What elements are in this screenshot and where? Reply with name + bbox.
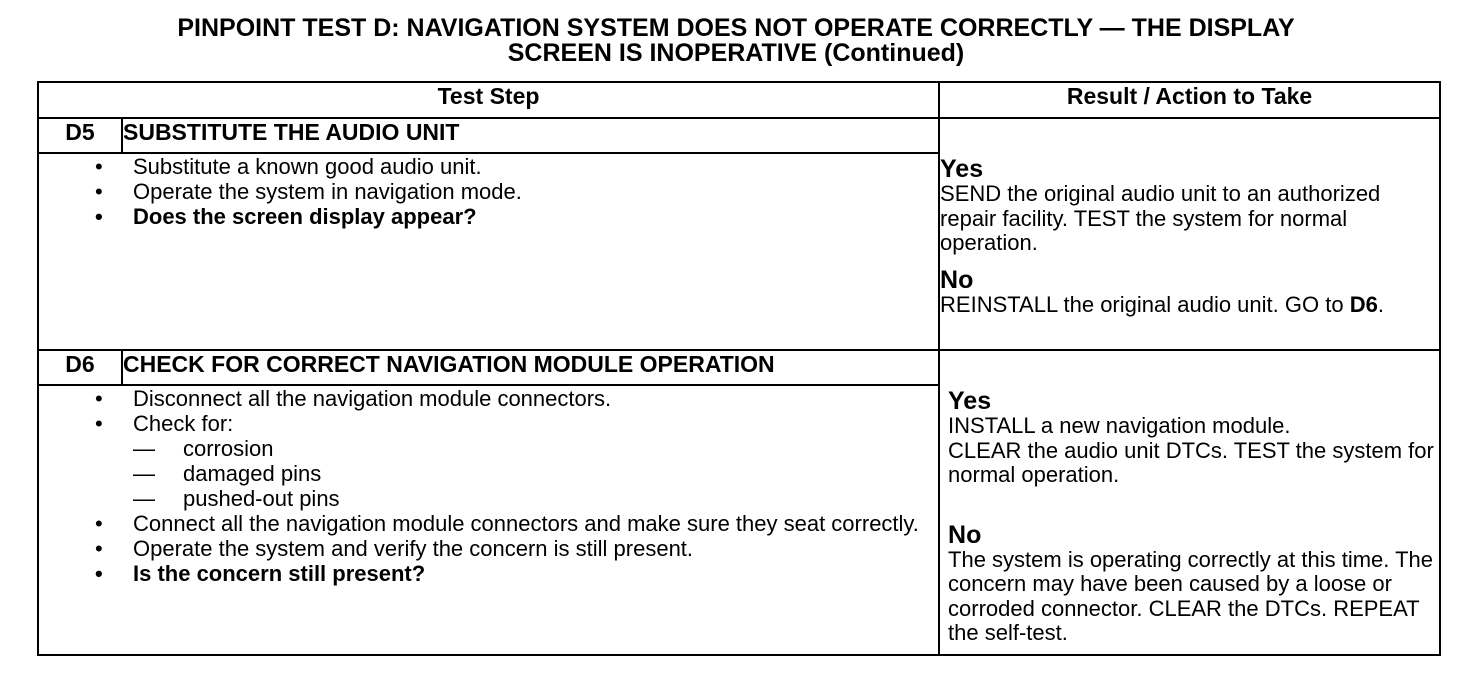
dash-icon: — (133, 461, 155, 486)
step-d6-body (38, 385, 939, 655)
d6-bullet-1 (95, 386, 938, 411)
d5-no-text-main: REINSTALL the original audio unit. GO to (940, 291, 1344, 317)
d6-check-list (133, 436, 938, 511)
d6-check-1 (133, 436, 938, 461)
d6-bullet-list (39, 386, 938, 586)
d6-bullet-4 (95, 536, 938, 561)
d6-bullet-2 (95, 411, 938, 511)
step-d6-title-row (38, 350, 1440, 385)
d6-no-label: No (948, 520, 982, 549)
d6-bullet-5 (95, 561, 938, 586)
table-header-row (38, 82, 1440, 118)
d6-check-3 (133, 486, 938, 511)
step-d5-id: D5 (38, 118, 122, 153)
bullet-icon: • (95, 179, 103, 204)
bullet-icon: • (95, 154, 103, 179)
d5-bullet-2 (95, 179, 938, 204)
header-result-action: Result / Action to Take (939, 82, 1440, 118)
document-title (0, 16, 1472, 66)
bullet-icon: • (95, 204, 103, 229)
d6-yes-text-1: INSTALL a new navigation module. (948, 413, 1291, 438)
step-d5-title-row (38, 118, 1440, 153)
d6-check-3-text: pushed-out pins (183, 486, 340, 511)
title-line-2: SCREEN IS INOPERATIVE (Continued) (507, 39, 965, 67)
d6-yes-text-2: CLEAR the audio unit DTCs. TEST the system for normal operation. (948, 437, 1434, 487)
bullet-icon: • (95, 561, 103, 586)
d6-check-2-text: damaged pins (183, 461, 322, 486)
title-line-1: PINPOINT TEST D: NAVIGATION SYSTEM DOES NOT OPERATE CORRECTLY — THE DISPLAY (177, 14, 1295, 42)
bullet-icon: • (95, 536, 103, 561)
d5-no-goto: D6 (1349, 291, 1378, 317)
dash-icon: — (133, 436, 155, 461)
step-d6-id: D6 (38, 350, 122, 385)
d6-bullet-4-text: Operate the system and verify the concern is still present. (133, 536, 694, 561)
d5-no-end: . (1377, 291, 1384, 317)
d6-bullet-3-text: Connect all the navigation module connectors and make sure they seat correctly. (133, 511, 919, 536)
header-test-step: Test Step (38, 82, 939, 118)
d5-bullet-list (39, 154, 938, 229)
d5-yes-label: Yes (940, 155, 984, 183)
d5-no-text (940, 293, 1439, 318)
step-d6-result (939, 350, 1440, 655)
d6-no-text: The system is operating correctly at this time. The concern may have been caused by a loose or corroded connector. CLEAR the DTCs. REPEAT the self-test. (948, 546, 1434, 645)
d6-yes-label: Yes (948, 387, 992, 415)
d6-bullet-3 (95, 511, 938, 536)
d6-check-1-text: corrosion (183, 436, 274, 461)
pinpoint-test-table (37, 81, 1441, 656)
d5-bullet-3 (95, 204, 938, 229)
step-d5-title: SUBSTITUTE THE AUDIO UNIT (122, 118, 939, 153)
d5-yes-text: SEND the original audio unit to an authorized repair facility. TEST the system for normal operation. (940, 181, 1381, 255)
dash-icon: — (133, 486, 155, 511)
step-d5-body (38, 153, 939, 350)
d6-bullet-1-text: Disconnect all the navigation module connectors. (133, 386, 612, 411)
d6-bullet-5-text: Is the concern still present? (133, 561, 426, 586)
bullet-icon: • (95, 386, 103, 411)
bullet-icon: • (95, 411, 103, 436)
d6-bullet-2-text: Check for: (133, 411, 234, 436)
d5-bullet-1 (95, 154, 938, 179)
d5-bullet-1-text: Substitute a known good audio unit. (133, 154, 482, 179)
d5-bullet-3-text: Does the screen display appear? (133, 204, 477, 229)
d5-bullet-2-text: Operate the system in navigation mode. (133, 179, 522, 204)
step-d6-title: CHECK FOR CORRECT NAVIGATION MODULE OPERATION (122, 350, 939, 385)
bullet-icon: • (95, 511, 103, 536)
d6-check-2 (133, 461, 938, 486)
d5-no-label: No (940, 265, 974, 294)
step-d5-result (939, 118, 1440, 350)
